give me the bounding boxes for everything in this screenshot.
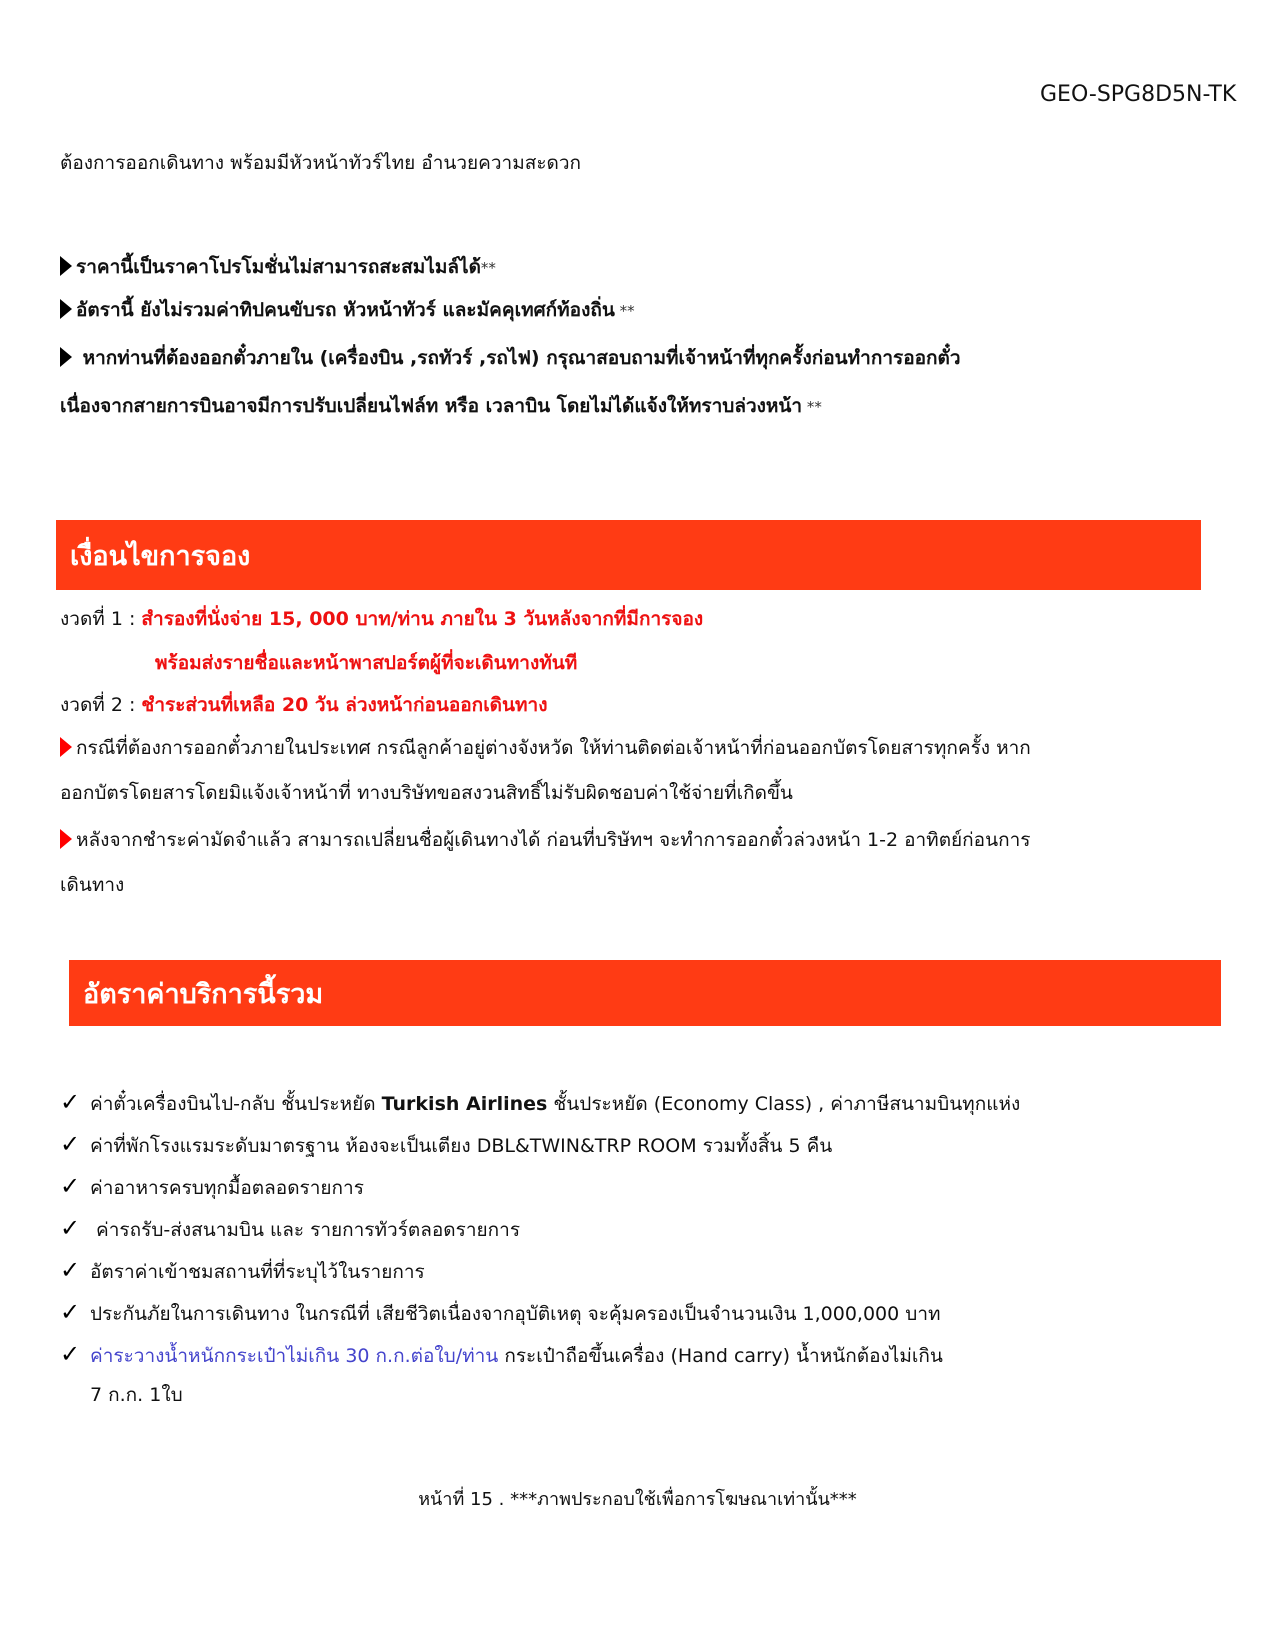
included-banner: [69, 960, 1221, 1026]
included-item-entrance-text: อัตราค่าเข้าชมสถานที่ที่ระบุไว้ในรายการ: [90, 1261, 425, 1283]
note-tips: [60, 295, 635, 325]
checkmark-icon: ✓: [60, 1298, 81, 1326]
included-item-baggage-rest: กระเป๋าถือขึ้นเครื่อง (Hand carry) น้ำหนักต้องไม่เกิน: [498, 1345, 943, 1367]
note-domestic-text: หากท่านที่ต้องออกตั๋วภายใน (เครื่องบิน ,รถทัวร์ ,รถไฟ) กรุณาสอบถามที่เจ้าหน้าที่ทุกครั้งก่อนทำการออกตั๋ว: [76, 347, 961, 369]
booking-para-2-line1: หลังจากชำระค่ามัดจำแล้ว สามารถเปลี่ยนชื่อผู้เดินทางได้ ก่อนที่บริษัทฯ จะทำการออกตั๋วล่วงหน้า 1-2 อาทิตย์ก่อนการ: [76, 829, 1031, 851]
intro-text: ต้องการออกเดินทาง พร้อมมีหัวหน้าทัวร์ไทย อำนวยความสะดวก: [60, 152, 582, 174]
note-promo: [60, 252, 496, 282]
included-item-airfare-b: ชั้นประหยัด (Economy Class) , ค่าภาษีสนามบินทุกแห่ง: [547, 1093, 1021, 1115]
included-item-airfare: [60, 1088, 1020, 1119]
note-schedule: [60, 391, 822, 421]
booking-banner-title: เงื่อนไขการจอง: [70, 540, 251, 572]
installment-1-label: งวดที่ 1 :: [60, 608, 142, 630]
triangle-bullet-icon: [60, 347, 72, 367]
included-item-entrance: [60, 1256, 425, 1287]
checkmark-icon: ✓: [60, 1340, 81, 1368]
installment-2-text: ชำระส่วนที่เหลือ 20 วัน ล่วงหน้าก่อนออกเดินทาง: [141, 694, 548, 716]
booking-para-2: [60, 825, 1030, 855]
installment-1-text-line2: พร้อมส่งรายชื่อและหน้าพาสปอร์ตผู้ที่จะเดินทางทันที: [155, 652, 578, 674]
triangle-bullet-icon: [60, 256, 72, 276]
red-triangle-bullet-icon: [60, 829, 72, 849]
included-item-hotel: [60, 1130, 832, 1161]
booking-banner: [56, 520, 1201, 590]
included-item-transport-text: ค่ารถรับ-ส่งสนามบิน และ รายการทัวร์ตลอดรายการ: [90, 1219, 521, 1241]
installment-2-label: งวดที่ 2 :: [60, 694, 142, 716]
checkmark-icon: ✓: [60, 1130, 81, 1158]
included-item-insurance: [60, 1298, 941, 1329]
booking-para-1-line1: กรณีที่ต้องการออกตั๋วภายในประเทศ กรณีลูกค้าอยู่ต่างจังหวัด ให้ท่านติดต่อเจ้าหน้าที่ก่อนออกบัตรโดยสารทุกครั้ง หาก: [76, 737, 1031, 759]
note-tips-tail: **: [614, 302, 635, 320]
included-item-meals: [60, 1172, 364, 1203]
installment-1: [60, 604, 703, 634]
checkmark-icon: ✓: [60, 1256, 81, 1284]
red-triangle-bullet-icon: [60, 737, 72, 757]
booking-para-1-line2: ออกบัตรโดยสารโดยมิแจ้งเจ้าหน้าที่ ทางบริษัทขอสงวนสิทธิ์ไม่รับผิดชอบค่าใช้จ่ายที่เกิดขึ้น: [60, 782, 793, 804]
note-promo-tail: **: [480, 259, 496, 277]
document-code: GEO-SPG8D5N-TK: [1040, 82, 1237, 107]
note-promo-text: ราคานี้เป็นราคาโปรโมชั่นไม่สามารถสะสมไมล์ได้: [76, 256, 481, 278]
checkmark-icon: ✓: [60, 1088, 81, 1116]
included-item-insurance-text: ประกันภัยในการเดินทาง ในกรณีที่ เสียชีวิตเนื่องจากอุบัติเหตุ จะคุ้มครองเป็นจำนวนเงิน 1,000,000 บาท: [90, 1303, 941, 1325]
booking-para-1: [60, 733, 1031, 763]
installment-2: [60, 690, 547, 720]
installment-1-text: สำรองที่นั่งจ่าย 15, 000 บาท/ท่าน ภายใน 3 วันหลังจากที่มีการจอง: [141, 608, 704, 630]
included-item-transport: [60, 1214, 520, 1245]
included-item-meals-text: ค่าอาหารครบทุกมื้อตลอดรายการ: [90, 1177, 364, 1199]
included-banner-title: อัตราค่าบริการนี้รวม: [83, 978, 324, 1010]
note-schedule-text: เนื่องจากสายการบินอาจมีการปรับเปลี่ยนไฟล์ท หรือ เวลาบิน โดยไม่ได้แจ้งให้ทราบล่วงหน้า: [60, 395, 803, 417]
checkmark-icon: ✓: [60, 1172, 81, 1200]
included-item-baggage-line2: 7 ก.ก. 1ใบ: [90, 1384, 183, 1406]
included-item-hotel-text: ค่าที่พักโรงแรมระดับมาตรฐาน ห้องจะเป็นเตียง DBL&TWIN&TRP ROOM รวมทั้งสิ้น 5 คืน: [90, 1135, 833, 1157]
note-tips-text: อัตรานี้ ยังไม่รวมค่าทิปคนขับรถ หัวหน้าทัวร์ และมัคคุเทศก์ท้องถิ่น: [76, 299, 615, 321]
airline-name: Turkish Airlines: [381, 1093, 548, 1115]
triangle-bullet-icon: [60, 299, 72, 319]
booking-para-2-line2: เดินทาง: [60, 874, 125, 896]
included-item-airfare-a: ค่าตั๋วเครื่องบินไป-กลับ ชั้นประหยัด: [90, 1093, 382, 1115]
note-schedule-tail: **: [802, 398, 822, 416]
note-domestic: [60, 343, 961, 373]
checkmark-icon: ✓: [60, 1214, 81, 1242]
included-item-baggage: [60, 1340, 943, 1371]
page-footer: หน้าที่ 15 . ***ภาพประกอบใช้เพื่อการโฆษณาเท่านั้น***: [418, 1489, 857, 1510]
included-item-baggage-allowance: ค่าระวางน้ำหนักกระเป๋าไม่เกิน 30 ก.ก.ต่อใบ/ท่าน: [90, 1345, 499, 1367]
